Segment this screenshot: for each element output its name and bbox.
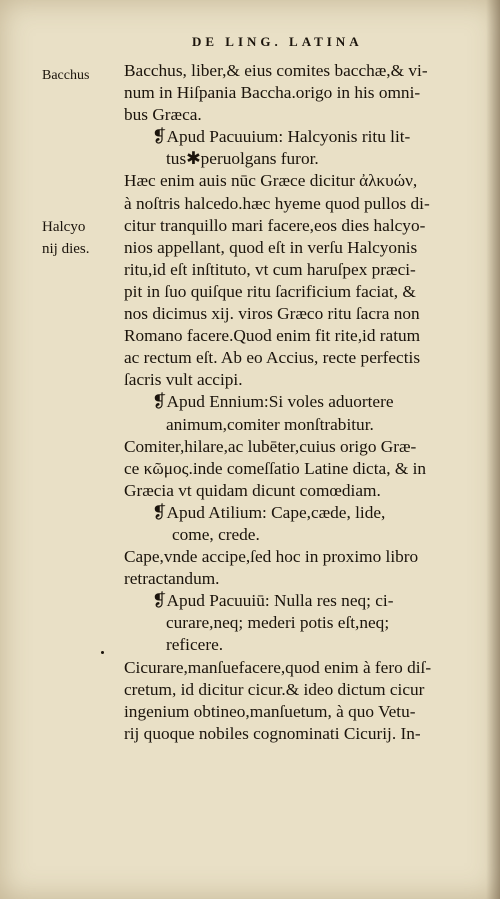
text-line: num in Hiſpania Baccha.origo in his omni- bbox=[124, 83, 421, 103]
quotation-line: ❡Apud Pacuuium: Halcyonis ritu lit- bbox=[152, 127, 411, 147]
ink-speck bbox=[101, 651, 104, 654]
quotation-line: ❡Apud Atilium: Cape,cæde, lide, bbox=[152, 502, 386, 522]
text-line: nios appellant, quod eſt in verſu Halcyonis bbox=[124, 237, 418, 257]
text-line: Cape,vnde accipe,ſed hoc in proximo libro bbox=[124, 547, 419, 567]
text-line: retractandum. bbox=[124, 569, 220, 589]
text-line: Græcia vt quidam dicunt comœdiam. bbox=[124, 480, 381, 500]
text-line: à noſtris halcedo.hæc hyeme quod pullos di- bbox=[124, 193, 430, 213]
text-column bbox=[124, 60, 484, 745]
text-line: pit in ſuo quiſque ritu ſacrificium faciat, & bbox=[124, 281, 416, 301]
quotation-line: come, crede. bbox=[172, 524, 260, 544]
text-line: Bacchus, liber,& eius comites bacchæ,& vi- bbox=[124, 61, 428, 80]
text-line: ritu,id eſt inſtituto, vt cum haruſpex præci- bbox=[124, 259, 416, 279]
text-line: ſacris vult accipi. bbox=[124, 370, 243, 390]
page-gutter-shadow bbox=[486, 0, 500, 899]
text-line: citur tranquillo mari facere,eos dies halcyo- bbox=[124, 215, 426, 235]
text-line: bus Græca. bbox=[124, 105, 202, 125]
text-line: nos dicimus xij. viros Græco ritu ſacra non bbox=[124, 304, 420, 324]
text-line: cretum, id dicitur cicur.& ideo dictum cicur bbox=[124, 679, 425, 699]
text-line: ac rectum eſt. Ab eo Accius, recte perfectis bbox=[124, 348, 421, 368]
text-line: Comiter,hilare,ac lubēter,cuius origo Græ- bbox=[124, 436, 417, 456]
running-header: DE LING. LATINA bbox=[192, 34, 363, 49]
text-line: ingenium obtineo,manſuetum, à quo Vetu- bbox=[124, 701, 416, 721]
text-line: Romano facere.Quod enim fit rite,id ratum bbox=[124, 326, 421, 346]
text-line: rij quoque nobiles cognominati Cicurij. In- bbox=[124, 723, 421, 743]
marginal-note-halcyonij-dies: nij dies. bbox=[42, 241, 90, 257]
text-line: ce κῶμος.inde comeſſatio Latine dicta, & in bbox=[124, 458, 427, 478]
text-line: Hæc enim auis nūc Græce dicitur ἀλκυών, bbox=[124, 171, 418, 191]
text-line: Cicurare,manſuefacere,quod enim à fero diſ- bbox=[124, 657, 432, 677]
quotation-line: curare,neq; mederi potis eſt,neq; bbox=[166, 613, 390, 633]
quotation-line: reficere. bbox=[166, 635, 224, 655]
quotation-line: ❡Apud Pacuuiū: Nulla res neq; ci- bbox=[152, 591, 394, 611]
marginal-note-halcyo: Halcyo bbox=[42, 219, 86, 235]
marginal-note-bacchus: Bacchus bbox=[42, 68, 90, 83]
quotation-line: ❡Apud Ennium:Si voles aduortere bbox=[152, 392, 394, 412]
quotation-line: animum,comiter monſtrabitur. bbox=[166, 414, 374, 434]
quotation-line: tus✱peruolgans furor. bbox=[166, 149, 319, 169]
